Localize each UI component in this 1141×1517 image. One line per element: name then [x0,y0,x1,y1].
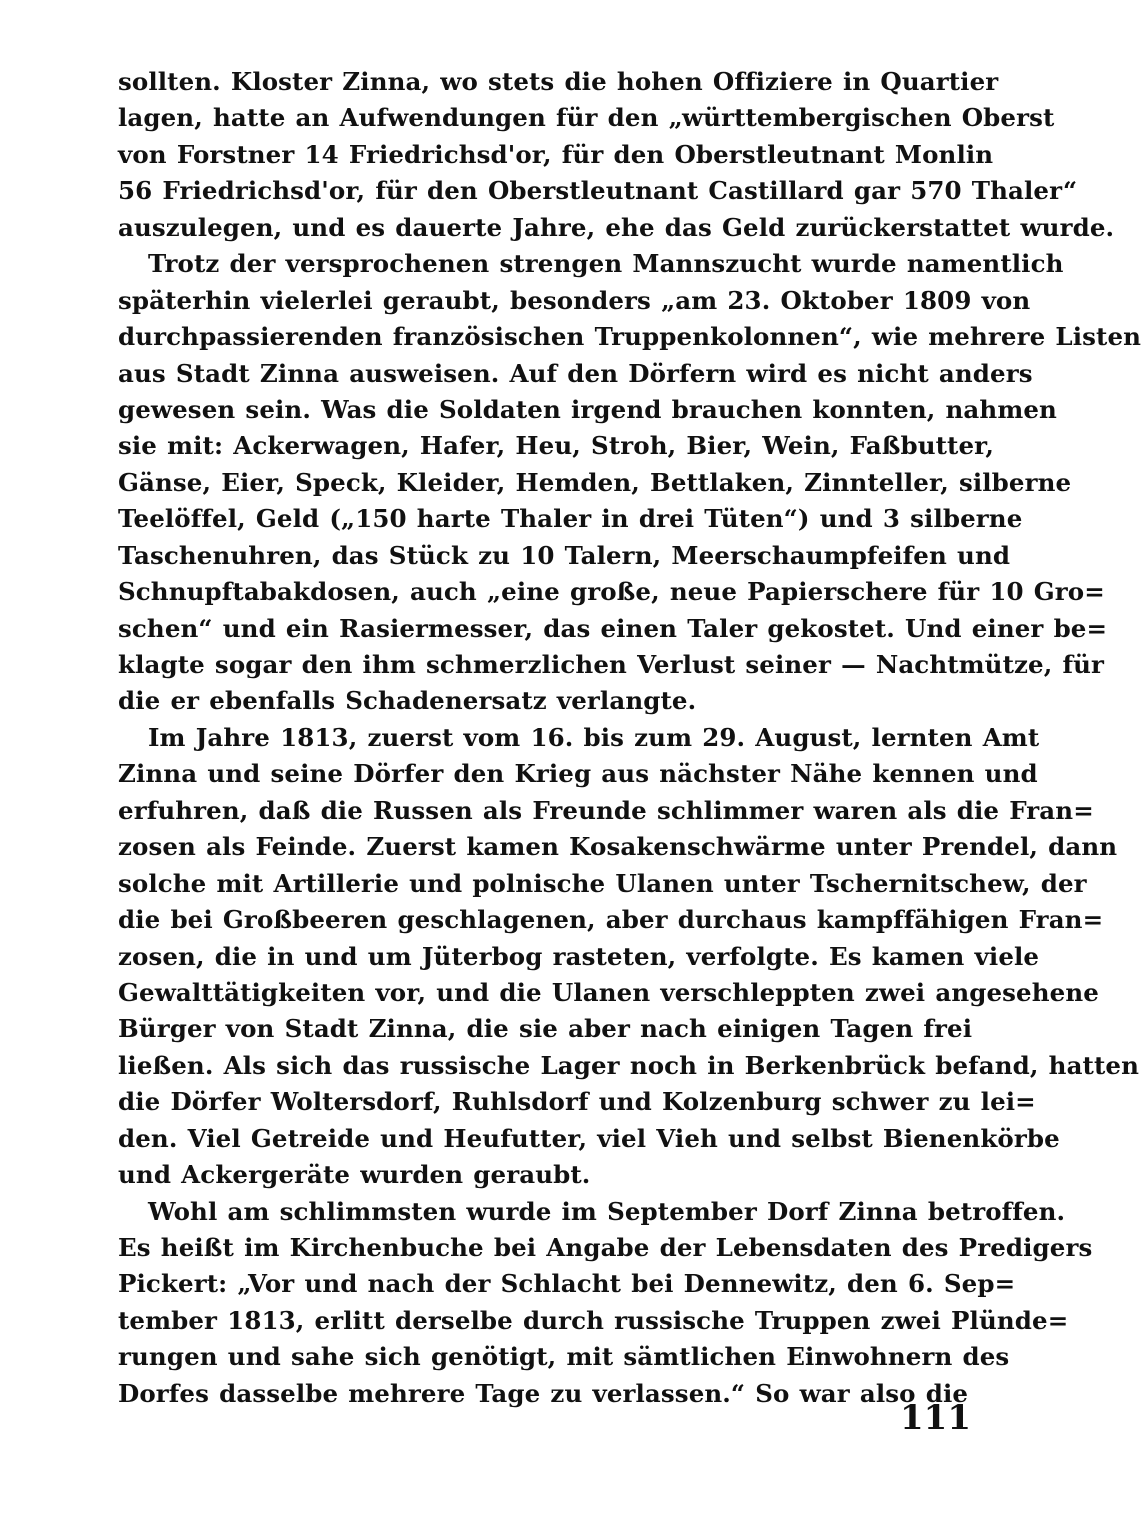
text-line: späterhin vielerlei geraubt, besonders „am 23. Oktober 1809 von [118,285,1031,315]
text-line: die er ebenfalls Schadenersatz verlangte. [118,686,697,716]
text-line: und Ackergeräte wurden geraubt. [118,1160,591,1190]
text-line: Taschenuhren, das Stück zu 10 Talern, Meerschaumpfeifen und [118,540,1011,570]
text-line: gewesen sein. Was die Soldaten irgend brauchen konnten, nahmen [118,394,1057,424]
paragraph-start-line: Im Jahre 1813, zuerst vom 16. bis zum 29. August, lernten Amt [148,722,1040,752]
text-line: von Forstner 14 Friedrichsd'or, für den Oberstleutnant Monlin [118,139,994,169]
text-line: zosen als Feinde. Zuerst kamen Kosakenschwärme unter Prendel, dann [118,832,1118,862]
text-line: erfuhren, daß die Russen als Freunde schlimmer waren als die Fran= [118,795,1094,825]
text-line: rungen und sahe sich genötigt, mit sämtlichen Einwohnern des [118,1342,1010,1372]
text-line: Gewalttätigkeiten vor, und die Ulanen verschleppten zwei angesehene [118,977,1099,1007]
text-line: 56 Friedrichsd'or, für den Oberstleutnant Castillard gar 570 Thaler“ [118,176,1078,206]
text-line: Pickert: „Vor und nach der Schlacht bei Dennewitz, den 6. Sep= [118,1269,1016,1299]
text-line: schen“ und ein Rasiermesser, das einen Taler gekostet. Und einer be= [118,613,1108,643]
body-text [118,64,1141,1412]
paragraph-start-line: Wohl am schlimmsten wurde im September Dorf Zinna betroffen. [148,1196,1066,1226]
text-line: Es heißt im Kirchenbuche bei Angabe der Lebensdaten des Predigers [118,1233,1093,1262]
text-line: die bei Großbeeren geschlagenen, aber durchaus kampffähigen Fran= [118,905,1104,935]
text-line: solche mit Artillerie und polnische Ulanen unter Tschernitschew, der [118,868,1087,898]
text-line: tember 1813, erlitt derselbe durch russische Truppen zwei Plünde= [118,1305,1069,1335]
text-line: den. Viel Getreide und Heufutter, viel Vieh und selbst Bienenkörbe [118,1123,1060,1153]
text-line: auszulegen, und es dauerte Jahre, ehe das Geld zurückerstattet wurde. [118,212,1115,242]
page-number: 111 [900,1398,971,1438]
text-line: Dorfes dasselbe mehrere Tage zu verlassen.“ So war also die [118,1378,969,1408]
text-line: Gänse, Eier, Speck, Kleider, Hemden, Bettlaken, Zinnteller, silberne [118,467,1072,497]
text-line: lagen, hatte an Aufwendungen für den „württembergischen Oberst [118,103,1055,133]
text-line: ließen. Als sich das russische Lager noch in Berkenbrück befand, hatten [118,1050,1139,1080]
text-line: Teelöffel, Geld („150 harte Thaler in drei Tüten“) und 3 silberne [118,504,1023,534]
text-line: sollten. Kloster Zinna, wo stets die hohen Offiziere in Quartier [118,67,999,96]
text-line: klagte sogar den ihm schmerzlichen Verlust seiner — Nachtmütze, für [118,650,1105,679]
paragraph-start-line: Trotz der versprochenen strengen Mannszucht wurde namentlich [148,249,1064,279]
text-line: Zinna und seine Dörfer den Krieg aus nächster Nähe kennen und [118,759,1038,789]
text-line: Bürger von Stadt Zinna, die sie aber nach einigen Tagen frei [118,1014,973,1044]
text-line: sie mit: Ackerwagen, Hafer, Heu, Stroh, Bier, Wein, Faßbutter, [118,431,994,461]
text-line: durchpassierenden französischen Truppenkolonnen“, wie mehrere Listen [118,322,1141,352]
text-line: Schnupftabakdosen, auch „eine große, neue Papierschere für 10 Gro= [118,577,1105,607]
text-line: aus Stadt Zinna ausweisen. Auf den Dörfern wird es nicht anders [118,358,1033,388]
text-line: zosen, die in und um Jüterbog rasteten, verfolgte. Es kamen viele [118,941,1040,971]
text-line: die Dörfer Woltersdorf, Ruhlsdorf und Kolzenburg schwer zu lei= [118,1087,1036,1117]
